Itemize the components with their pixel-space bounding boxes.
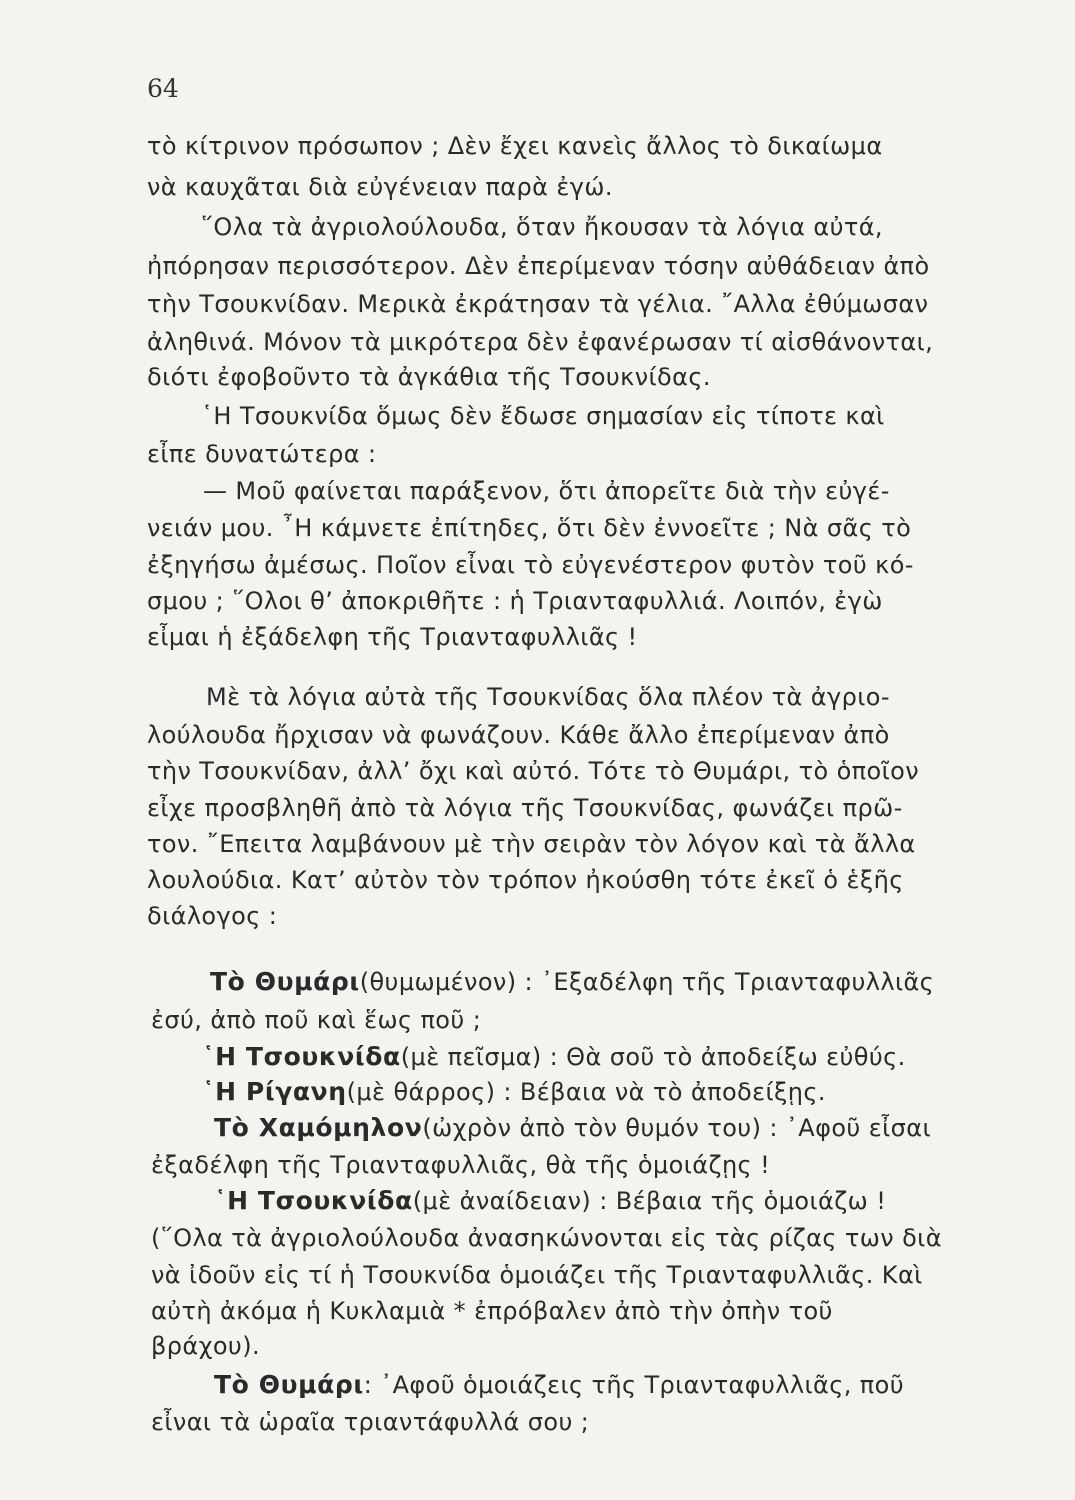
text-line [0,246,1075,286]
text-line [0,1145,1075,1185]
speaker-name: Τὸ Θυμάρι [210,967,360,996]
line-text: νειάν μου. ῏Η κάμνετε ἐπίτηδες, ὅτι δὲν ἐννοεῖτε ; Νὰ σᾶς τὸ [147,514,912,542]
text-line [0,322,1075,362]
line-text: εἶμαι ἡ ἐξάδελφη τῆς Τριανταφυλλιᾶς ! [147,623,638,651]
text-line [0,896,1075,936]
dialogue-line [0,1072,1075,1112]
line-text: εἶχε προσβληθῆ ἀπὸ τὰ λόγια τῆς Τσουκνίδας, φωνάζει πρῶ- [147,794,903,822]
speaker-name: Τὸ Χαμόμηλον [214,1113,423,1142]
line-text: εἶπε δυνατώτερα : [147,440,377,468]
dialogue-line [0,1365,1075,1405]
text-line [0,357,1075,397]
text-line [0,167,1075,207]
line-text: ῞Ολα τὰ ἀγριολούλουδα, ὅταν ἤκουσαν τὰ λόγια αὐτά, [201,213,883,241]
text-line [0,434,1075,474]
speaker-name: ῾Η Τσουκνίδα [202,1042,401,1071]
line-text: λουλούδια. Κατ’ αὐτὸν τὸν τρόπον ἠκούσθη τότε ἐκεῖ ὁ ἑξῆς [147,866,904,894]
line-text: (῞Ολα τὰ ἀγριολούλουδα ἀνασηκώνονται εἰς τὰς ρίζας των διὰ [151,1224,942,1252]
line-text: εἶναι τὰ ὡραῖα τριαντάφυλλά σου ; [151,1408,590,1436]
text-line [0,207,1075,247]
line-text: ἀληθινά. Μόνον τὰ μικρότερα δὲν ἐφανέρωσαν τί αἰσθάνονται, [147,328,934,356]
line-text: ῾Η Τσουκνίδα ὅμως δὲν ἔδωσε σημασίαν εἰς τίποτε καὶ [201,402,885,430]
text-line [0,581,1075,621]
text-line [0,1255,1075,1295]
text-line [0,284,1075,324]
line-text: — Μοῦ φαίνεται παράξενον, ὅτι ἀπορεῖτε διὰ τὴν εὐγέ- [203,477,890,505]
text-line [0,617,1075,657]
text-line [0,1326,1075,1366]
line-text: ἠπόρησαν περισσότερον. Δὲν ἐπερίμεναν τόσην αὐθάδειαν ἀπὸ [147,252,930,280]
text-line [0,508,1075,548]
line-text: βράχου). [151,1332,260,1360]
line-text: Μὲ τὰ λόγια αὐτὰ τῆς Τσουκνίδας ὅλα πλέον τὰ ἀγριο- [206,683,890,711]
dialogue-text: (μὲ ἀναίδειαν) : Βέβαια τῆς ὁμοιάζω ! [412,1187,887,1215]
dialogue-text: (μὲ θάρρος) : Βέβαια νὰ τὸ ἀποδείξῃς. [346,1078,826,1106]
text-line [0,788,1075,828]
line-text: αὐτὴ ἀκόμα ἡ Κυκλαμιὰ * ἐπρόβαλεν ἀπὸ τὴν ὀπὴν τοῦ [151,1297,833,1325]
text-line [0,545,1075,585]
page-number: 64 [147,74,179,103]
text-line [0,1402,1075,1442]
dialogue-text: (ὠχρὸν ἀπὸ τὸν θυμόν του) : ᾿Αφοῦ εἶσαι [422,1114,931,1142]
text-line [0,126,1075,166]
text-line [0,677,1075,717]
line-text: νὰ ἰδοῦν εἰς τί ἡ Τσουκνίδα ὁμοιάζει τῆς Τριανταφυλλιᾶς. Καὶ [151,1261,923,1289]
dialogue-line [0,1037,1075,1077]
line-text: διάλογος : [147,902,278,930]
dialogue-text: : ᾿Αφοῦ ὁμοιάζεις τῆς Τριανταφυλλιᾶς, ποῦ [363,1371,905,1399]
speaker-name: ῾Η Τσουκνίδα [214,1186,413,1215]
dialogue-text: (θυμωμένον) : ᾿Εξαδέλφη τῆς Τριανταφυλλιᾶς [359,968,935,996]
text-line [0,1218,1075,1258]
line-text: σμου ; ῞Ολοι θ’ ἀποκριθῆτε : ἡ Τριανταφυλλιά. Λοιπόν, ἐγὼ [147,587,883,615]
text-line [0,396,1075,436]
line-text: ἐξηγήσω ἀμέσως. Ποῖον εἶναι τὸ εὐγενέστερον φυτὸν τοῦ κό- [147,551,914,579]
line-text: τὴν Τσουκνίδαν. Μερικὰ ἐκράτησαν τὰ γέλια. ῎Αλλα ἐθύμωσαν [147,290,929,318]
line-text: ἐσύ, ἀπὸ ποῦ καὶ ἕως ποῦ ; [151,1006,482,1034]
line-text: ἐξαδέλφη τῆς Τριανταφυλλιᾶς, θὰ τῆς ὁμοιάζῃς ! [151,1151,771,1179]
line-text: διότι ἐφοβοῦντο τὰ ἀγκάθια τῆς Τσουκνίδας. [147,363,711,391]
speaker-name: ῾Η Ρίγανη [202,1077,347,1106]
text-line [0,471,1075,511]
text-line [0,860,1075,900]
line-text: νὰ καυχᾶται διὰ εὐγένειαν παρὰ ἐγώ. [147,173,613,201]
dialogue-line [0,1108,1075,1148]
text-line [0,824,1075,864]
text-line [0,1291,1075,1331]
dialogue-text: (μὲ πεῖσμα) : Θὰ σοῦ τὸ ἀποδείξω εὐθύς. [400,1043,906,1071]
line-text: τον. ῎Επειτα λαμβάνουν μὲ τὴν σειρὰν τὸν λόγον καὶ τὰ ἄλλα [147,830,916,858]
dialogue-line [0,1181,1075,1221]
speaker-name: Τὸ Θυμάρι [214,1370,364,1399]
line-text: τὸ κίτρινον πρόσωπον ; Δὲν ἔχει κανεὶς ἄλλος τὸ δικαίωμα [147,132,883,160]
line-text: τὴν Τσουκνίδαν, ἀλλ’ ὄχι καὶ αὐτό. Τότε τὸ Θυμάρι, τὸ ὁποῖον [147,757,919,785]
dialogue-line [0,962,1075,1002]
line-text: λούλουδα ἤρχισαν νὰ φωνάζουν. Κάθε ἄλλο ἐπερίμεναν ἀπὸ [147,721,890,749]
text-line [0,751,1075,791]
text-line [0,1000,1075,1040]
text-line [0,715,1075,755]
